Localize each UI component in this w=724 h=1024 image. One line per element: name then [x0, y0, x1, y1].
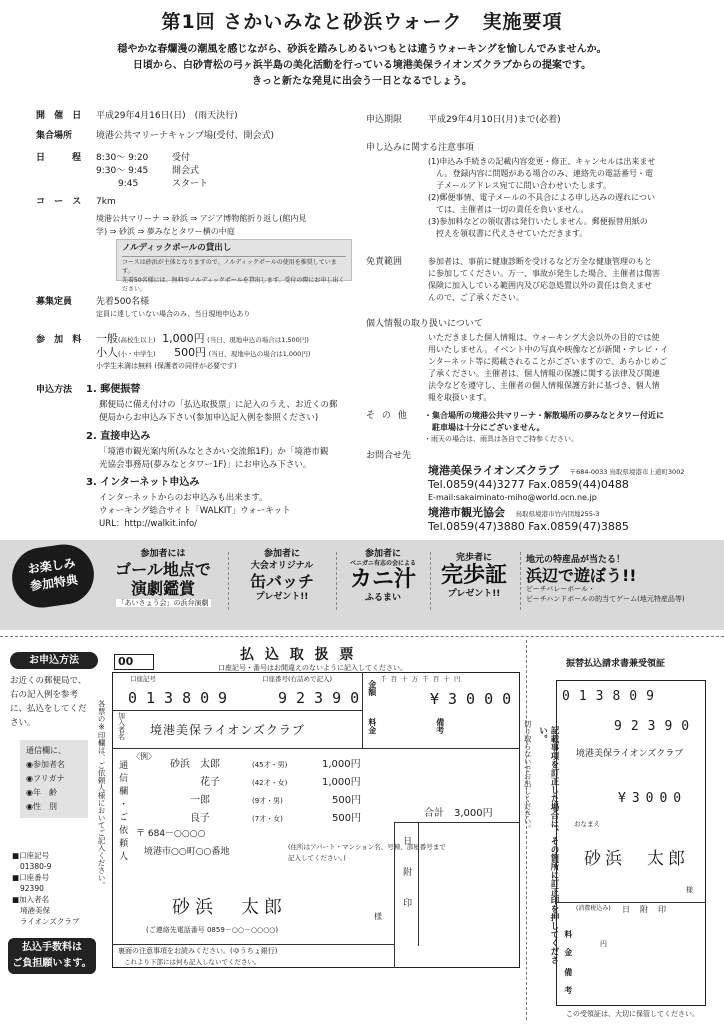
other-text: ・集合場所の境港公共マリーナ・解散場所の夢みなとタワー付近に 駐車場は十分にございません。 ・雨天の場合は、雨具は各自でご持参ください。: [424, 411, 664, 443]
page-title: 第1回 さかいみなと砂浜ウォーク 実施要項: [161, 11, 563, 33]
slip-footer-2: これより下部には何も記入しないでください。: [124, 958, 261, 966]
deadline-value: 平成29年4月10日(月)まで(必着): [428, 115, 561, 125]
amount-units: 千 百 十 万 千 百 十 円: [380, 675, 462, 683]
org1-email[interactable]: E-mail:sakaiminato-miho@world.ocn.ne.jp: [428, 493, 597, 502]
example-total: 合計 3,000円: [424, 808, 493, 819]
nordic-pole-box: [116, 239, 352, 293]
cut-line-vertical: [526, 640, 527, 1020]
receipt-name-label: おなまえ: [574, 820, 600, 828]
apply2-text: 「境港市観光案内所(みなとさかい交流館1F)」か「境港市観 光協会事務局(夢みなとタワー1F)」にお申込み下さい。: [99, 447, 329, 470]
apply1-title: 1. 郵便振替: [86, 384, 141, 395]
intro-text: [0, 42, 724, 90]
org2-tel: Tel.0859(47)3880 Fax.0859(47)3885: [428, 520, 629, 533]
apply3-text: インターネットからのお申込みも出来ます。 ウォーキング総合サイト「WALKIT」ウォーキット URL：http://walkit.info/: [99, 493, 291, 529]
example-label: 〈例〉: [132, 752, 156, 761]
account-info: ■口座記号 01380-9 ■口座番号 92390 ■加入者名 境港美保 ライオンズクラブ: [12, 851, 80, 926]
receipt-fee-label: 料金: [563, 930, 573, 966]
disclaimer-text: 参加者は、事前に健康診断を受けるなど万全な健康管理のもと に参加してください。万一、事故が発生した場合、主催者は傷害 保険に加入している範囲内及び応急処置以外の責任は負えませ んので、ご了承ください。: [428, 257, 660, 302]
table-row: 良子 (7才・女) 500円: [170, 813, 362, 824]
divider: [362, 672, 363, 748]
cut-notice: 切り取らないでお出しください。: [523, 720, 533, 833]
receipt-title: 振替払込請求書兼受領証: [566, 659, 666, 669]
address-note: (住所はアパート・マンション名、号棟、部屋番号まで 記入してください。): [288, 843, 446, 862]
zip: 〒 684－○○○○: [136, 829, 206, 839]
example-rows: [170, 756, 390, 828]
intro-line: きっと新たな発見に出会う一日となるでしょう。: [252, 76, 472, 87]
sama-label: 様: [374, 912, 382, 921]
divider: [112, 748, 520, 749]
receipt-yen: 円: [600, 940, 607, 948]
table-row: 砂浜 太郎 (45才・男) 1,000円: [170, 759, 361, 770]
divider: [556, 902, 706, 903]
org1: 境港美保ライオンズクラブ 〒684-0033 鳥取県境港市上道町3002: [428, 464, 685, 477]
receipt-sama: 様: [686, 886, 693, 894]
date-label: 開 催 日: [36, 111, 85, 121]
amount-label: 金額: [367, 680, 377, 696]
slip-subtitle: 口座記号・番号はお間違えのないように記入してください。: [218, 664, 407, 672]
comm-hint-box: 通信欄に、 ◉参加者名 ◉フリガナ ◉年 齢 ◉性 別: [20, 740, 88, 818]
perk-badge: 参加者に 大会オリジナル 缶バッチ プレゼント!!: [249, 549, 314, 603]
deadline-label: 申込期限: [366, 115, 403, 125]
slip-title: 払 込 取 扱 票: [240, 647, 357, 663]
contact-label: お問合せ先: [366, 451, 412, 461]
divider: [112, 710, 362, 711]
holder-label: 加入者名: [117, 712, 126, 740]
howto-text: お近くの郵便局で、 右の記入例を参考 に、払込をしてくだ さい。: [10, 676, 87, 728]
howto-pill: お申込方法: [10, 652, 98, 669]
cut-line: [0, 636, 724, 637]
correction-notice: 記載事項を訂正した場合は、その箇所に訂正印を押してください。: [537, 726, 559, 964]
table-row: 花子 (42才・女) 1,000円: [170, 777, 361, 788]
receipt-consume: (消費税込み): [576, 905, 611, 912]
comm-vertical-note: 各票の※印欄は、ご依頼人様においてご記入ください。: [97, 700, 107, 889]
fee-free: 小学生未満は無料 (保護者の同伴が必要です): [96, 362, 237, 370]
apply1-text: 郵便局に備え付けの「払込取扱票」に記入のうえ、お近くの郵 便局からお申込み下さい(参加申込記入例を参照ください): [99, 400, 338, 423]
slip-code: 00: [114, 654, 154, 670]
apply-label: 申込方法: [36, 385, 73, 395]
org2: 境港市観光協会 鳥取県境港市竹内団地255-3: [428, 506, 600, 519]
date-stamp-area: [394, 822, 520, 968]
schedule-row: 9:30～ 9:45 開会式: [96, 166, 200, 176]
course-label: コ ー ス: [36, 197, 85, 207]
schedule-row: 9:45 スタート: [118, 179, 209, 189]
walkit-url[interactable]: URL：http://walkit.info/: [99, 519, 198, 529]
divider: [520, 552, 521, 610]
receipt-datestamp: 日 附 印: [622, 905, 667, 914]
num-digits: 92390: [278, 689, 369, 707]
amount-value: ¥3000: [430, 690, 521, 708]
table-row: 一郎 (9才・男) 500円: [170, 795, 362, 806]
divider: [228, 552, 229, 610]
receipt-footer: この受領証は、大切に保管してください。: [566, 1010, 699, 1018]
acct-check: 9: [218, 689, 237, 707]
divider: [112, 944, 394, 945]
holder-value: 境港美保ライオンズクラブ: [150, 723, 305, 737]
venue-label: 集合場所: [36, 131, 73, 141]
nordic-body: コースは砂浜が主体となりますので、ノルディックポールの使用を推奨しています。 先着50名様には、無料でノルディックポールを貸出します。受付の際にお申し出ください。: [122, 259, 345, 293]
perk-certificate: 完歩者に 完歩証 プレゼント!!: [440, 553, 507, 600]
payer-phone: (ご連絡先電話番号 0859－○○－○○○○): [146, 926, 279, 934]
receipt-remarks: 備考: [563, 968, 573, 1004]
receipt-holder: 境港美保ライオンズクラブ: [576, 749, 684, 759]
divider: [418, 822, 419, 946]
schedule-list: [96, 152, 208, 191]
capacity-label: 募集定員: [36, 297, 73, 307]
divider: [336, 552, 337, 610]
benefits-badge: お楽しみ 参加特典: [8, 541, 98, 612]
receipt-amount: ¥3000: [618, 791, 688, 806]
divider: [430, 552, 431, 610]
other-label: そ の 他: [366, 411, 409, 421]
notes-title: 申し込みに関する注意事項: [366, 143, 475, 153]
intro-line: 穏やかな春爛漫の潮風を感じながら、砂浜を踏みしめるいつもとは違うウォーキングを愉しんでみませんか。: [117, 44, 607, 55]
perk-beach-games: 地元の特産品が当たる！ 浜辺で遊ぼう!! ビーチバレーボール・ ビーチハンドボールの的当てゲーム(地元特産品等): [526, 555, 685, 603]
privacy-title: 個人情報の取り扱いについて: [366, 319, 483, 329]
address: 境港市○○町○○番地: [144, 847, 230, 857]
receipt-num: 92390: [614, 719, 699, 734]
date-value: 平成29年4月16日(日) (雨天決行): [96, 111, 238, 121]
apply2-title: 2. 直接申込み: [86, 431, 151, 442]
fee-notice: 払込手数料は ご負担願います。: [8, 938, 96, 974]
payer-name: 砂浜 太郎: [172, 897, 287, 918]
remarks-label: 備考: [435, 718, 445, 734]
fee-label: 料金: [367, 718, 377, 734]
nordic-title: ノルディックポールの貸出し: [122, 243, 346, 257]
venue-value: 境港公共マリーナキャンプ場(受付、開会式): [96, 131, 275, 141]
intro-line: 日頃から、白砂青松の弓ヶ浜半島の美化活動を行っている境港美保ライオンズクラブからの提案です。: [132, 60, 592, 71]
course-distance: 7km: [96, 197, 116, 207]
org1-tel: Tel.0859(44)3277 Fax.0859(44)0488: [428, 478, 629, 491]
acct-label: 口座記号: [130, 675, 156, 683]
acct-digits: 01380: [128, 689, 219, 707]
slip-footer-1: 裏面の注意事項をお読みください。(ゆうちょ銀行): [118, 947, 278, 955]
num-label: 口座番号(右詰めで記入): [262, 675, 333, 683]
date-stamp-label: 日附印: [401, 836, 412, 929]
receipt-name: 砂浜 太郎: [584, 849, 689, 869]
perk-theater: 参加者には ゴール地点で 演劇鑑賞 「あいさょう会」の浜弁演劇: [115, 549, 211, 608]
course-route: 境港公共マリーナ ⇒ 砂浜 ⇒ アジア博物館折り返し(館内見 学) ⇒ 砂浜 ⇒ 夢みなとタワー横の中庭: [96, 214, 307, 236]
fee-label: 参 加 料: [36, 335, 85, 345]
schedule-row: 8:30～ 9:20 受付: [96, 153, 191, 163]
comm-column-label: 通信欄・ご依頼人: [117, 760, 128, 864]
privacy-text: いただきました個人情報は、ウォーキング大会以外の目的では使 用いたしません。イベント中の写真や映像などが新聞・テレビ・イ ンターネット等に掲載されることがございますので、あらかじめご 了承ください。主催者は、個人情報の保護に関する法律及び関連 法令などを遵守し、主催者の個人情報保護方針に基づき、個人情 報を取扱います。: [428, 333, 669, 402]
schedule-label: 日 程: [36, 153, 85, 163]
fee-child: 小人(小・中学生) 500円 (当日、現地申込の場合は1,000円): [96, 346, 311, 359]
disclaimer-label: 免責範囲: [366, 257, 403, 267]
fee-adult: 一般(高校生以上) 1,000円 (当日、現地申込の場合は1,500円): [96, 332, 309, 345]
capacity-value: 先着500名様: [96, 297, 150, 307]
perk-kanijiru: 参加者に ベニガニ有志の会による カニ汁 ふるまい: [349, 549, 416, 604]
capacity-note: 定員に達していない場合のみ、当日現地申込あり: [96, 310, 251, 318]
receipt-acct: 013809: [562, 689, 663, 704]
apply3-title: 3. インターネット申込み: [86, 477, 200, 488]
notes-list: (1)申込み手続きの記載内容変更・修正、キャンセルは出来ませ ん。登録内容に問題がある場合のみ、連絡先の電話番号・電 子メールアドレス宛てに問い合わせいたします。 (2)郵便事情、電子メールの不具合による申し込みの遅れについ ては、主催者は一切の責任を負いません。 (3)参加料などの領収書は発行いたしません。郵便振替用紙の 控えを領収書に代えさせていただきます。: [428, 157, 656, 238]
